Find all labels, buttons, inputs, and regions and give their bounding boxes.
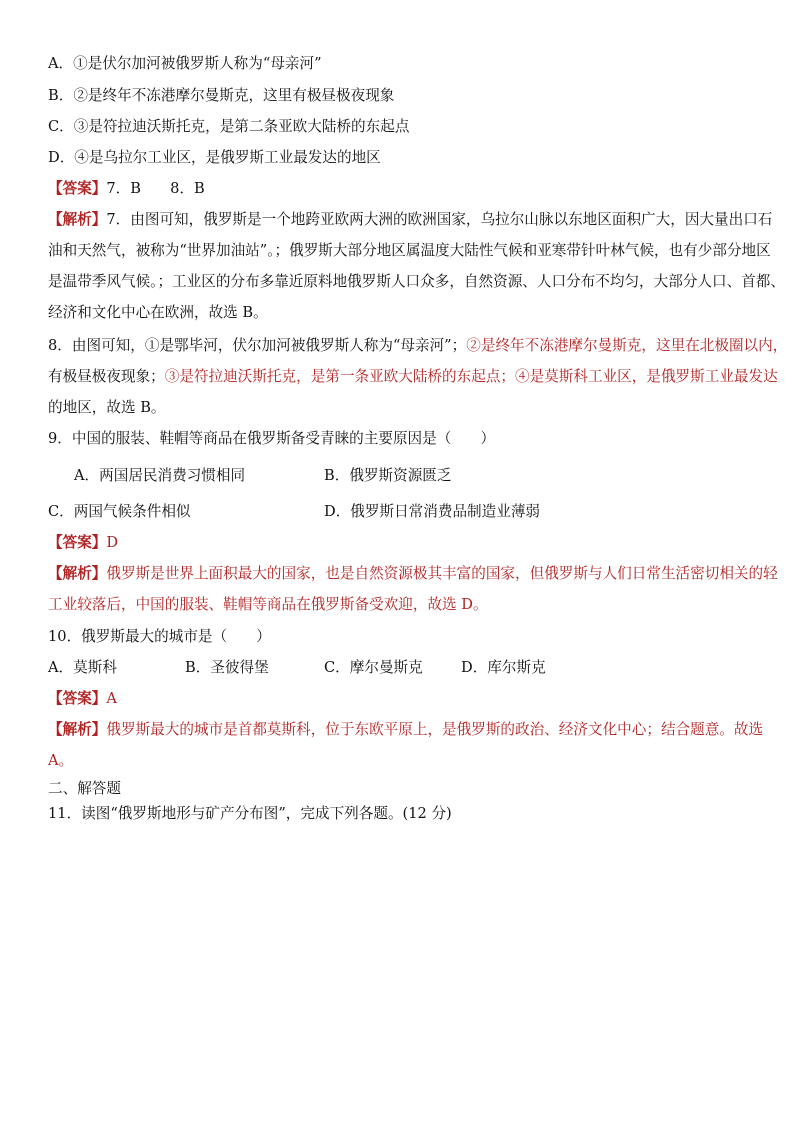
option-c: C．③是符拉迪沃斯托克，是第二条亚欧大陆桥的东起点 — [48, 118, 410, 135]
option-c: C．摩尔曼斯克 — [324, 659, 423, 676]
explanation-text: 8．由图可知，①是鄂毕河，伏尔加河被俄罗斯人称为“母亲河”； — [48, 337, 467, 354]
answer-tag: 【答案】 — [48, 534, 107, 551]
question-10-stem: 10．俄罗斯最大的城市是（ ） — [48, 628, 271, 645]
explanation-8-line-2 — [48, 367, 778, 387]
option-a: A．①是伏尔加河被俄罗斯人称为“母亲河” — [48, 55, 322, 72]
option-a: A．莫斯科 — [48, 659, 117, 676]
explanation-text-highlight: ②是终年不冻港摩尔曼斯克，这里在北极圈以内， — [466, 337, 788, 354]
explanation-10-line-2: A。 — [48, 752, 74, 769]
explanation-8-line-3: 的地区，故选 B。 — [48, 399, 166, 416]
explanation-text: 俄罗斯是世界上面积最大的国家，也是自然资源极其丰富的国家，但俄罗斯与人们日常生活密切相关的轻 — [106, 565, 778, 582]
answer-tag: 【答案】 — [48, 690, 107, 707]
option-b: B．圣彼得堡 — [185, 659, 269, 676]
explanation-text-highlight: ③是符拉迪沃斯托克，是第一条亚欧大陆桥的东起点；④是莫斯科工业区，是俄罗斯工业最发达 — [164, 368, 778, 385]
answer-7-8 — [48, 179, 748, 199]
explanation-7-line-2: 油和天然气，被称为“世界加油站”。；俄罗斯大部分地区属温度大陆性气候和亚寒带针叶林气候，也有少部分地区 — [48, 242, 771, 259]
explanation-tag: 【解析】 — [48, 565, 107, 582]
question-9-options-row-2 — [48, 502, 748, 522]
explanation-tag: 【解析】 — [48, 721, 107, 738]
explanation-10-line-1 — [48, 720, 764, 740]
question-9-stem: 9．中国的服装、鞋帽等商品在俄罗斯备受青睐的主要原因是（ ） — [48, 430, 496, 447]
answer-10 — [48, 689, 748, 709]
question-10-options — [48, 658, 748, 678]
question-11-stem: 11．读图“俄罗斯地形与矿产分布图”，完成下列各题。(12 分) — [48, 805, 452, 822]
option-b: B．俄罗斯资源匮乏 — [324, 467, 452, 484]
option-d: D．库尔斯克 — [461, 659, 546, 676]
option-d: D．俄罗斯日常消费品制造业薄弱 — [324, 503, 541, 520]
explanation-text: 7．由图可知，俄罗斯是一个地跨亚欧两大洲的欧洲国家，乌拉尔山脉以东地区面积广大，因大量出口石 — [106, 211, 773, 228]
explanation-7-line-4: 经济和文化中心在欧洲，故选 B。 — [48, 304, 268, 321]
answer-text: A — [106, 690, 117, 707]
explanation-9-line-1 — [48, 564, 778, 584]
answer-9 — [48, 533, 748, 553]
answer-text: D — [106, 534, 119, 551]
explanation-7-line-3: 是温带季风气候。；工业区的分布多靠近原料地俄罗斯人口众多，自然资源、人口分布不均匀，大部分人口、首都、 — [48, 273, 785, 290]
option-d: D．④是乌拉尔工业区，是俄罗斯工业最发达的地区 — [48, 149, 381, 166]
explanation-9-line-2: 工业较落后，中国的服装、鞋帽等商品在俄罗斯备受欢迎，故选 D。 — [48, 596, 488, 613]
option-a: A．两国居民消费习惯相同 — [74, 467, 246, 484]
question-9-options-row-1 — [48, 466, 748, 486]
section-heading: 二、解答题 — [48, 780, 121, 797]
answer-tag: 【答案】 — [48, 180, 107, 197]
explanation-text: 俄罗斯最大的城市是首都莫斯科，位于东欧平原上，是俄罗斯的政治、经济文化中心；结合题意。故选 — [106, 721, 764, 738]
option-c: C．两国气候条件相似 — [48, 503, 191, 520]
explanation-8-line-1 — [48, 336, 788, 356]
explanation-7-line-1 — [48, 210, 773, 230]
option-b: B．②是终年不冻港摩尔曼斯克，这里有极昼极夜现象 — [48, 87, 395, 104]
explanation-text: 有极昼极夜现象； — [48, 368, 165, 385]
explanation-tag: 【解析】 — [48, 211, 107, 228]
answer-text: 7．B 8．B — [106, 180, 205, 197]
